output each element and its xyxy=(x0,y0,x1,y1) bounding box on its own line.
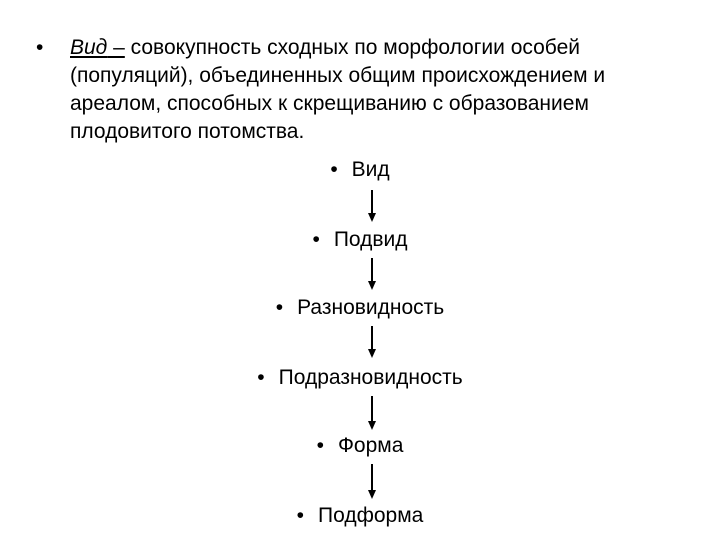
down-arrow-icon xyxy=(368,190,376,222)
down-arrow-icon xyxy=(368,326,376,358)
hierarchy-item-podraznovidnost xyxy=(0,364,720,392)
hierarchy-item-forma xyxy=(0,432,720,460)
bullet-icon: • xyxy=(275,296,284,319)
bullet-icon: • xyxy=(296,504,305,527)
hierarchy-label: Форма xyxy=(337,434,404,457)
hierarchy-label: Подвид xyxy=(333,228,408,251)
hierarchy-item-podforma xyxy=(0,502,720,530)
down-arrow-icon xyxy=(368,258,376,290)
definition-text xyxy=(70,34,686,146)
bullet-icon: • xyxy=(316,434,324,457)
definition-dash: – xyxy=(107,36,125,59)
hierarchy-item-podvid xyxy=(0,226,720,254)
definition-body: совокупность сходных по морфологии особей (популяций), объединенных общим происхождением и ареалом, способных к скрещиванию с образованием плодовитого потомства. xyxy=(70,36,606,143)
hierarchy-label: Подформа xyxy=(318,504,424,527)
hierarchy-item-raznovidnost xyxy=(0,294,720,322)
bullet-icon: • xyxy=(312,228,320,251)
hierarchy-label: Разновидность xyxy=(297,296,445,319)
hierarchy-label: Подразновидность xyxy=(278,366,463,389)
bullet-icon: • xyxy=(36,36,44,59)
down-arrow-icon xyxy=(368,464,376,499)
down-arrow-icon xyxy=(368,396,376,430)
definition-paragraph xyxy=(36,34,686,146)
hierarchy-item-vid xyxy=(0,156,720,184)
bullet-icon: • xyxy=(330,158,338,181)
bullet-icon: • xyxy=(257,366,265,389)
definition-term: Вид xyxy=(70,36,108,59)
hierarchy-label: Вид xyxy=(351,158,390,181)
